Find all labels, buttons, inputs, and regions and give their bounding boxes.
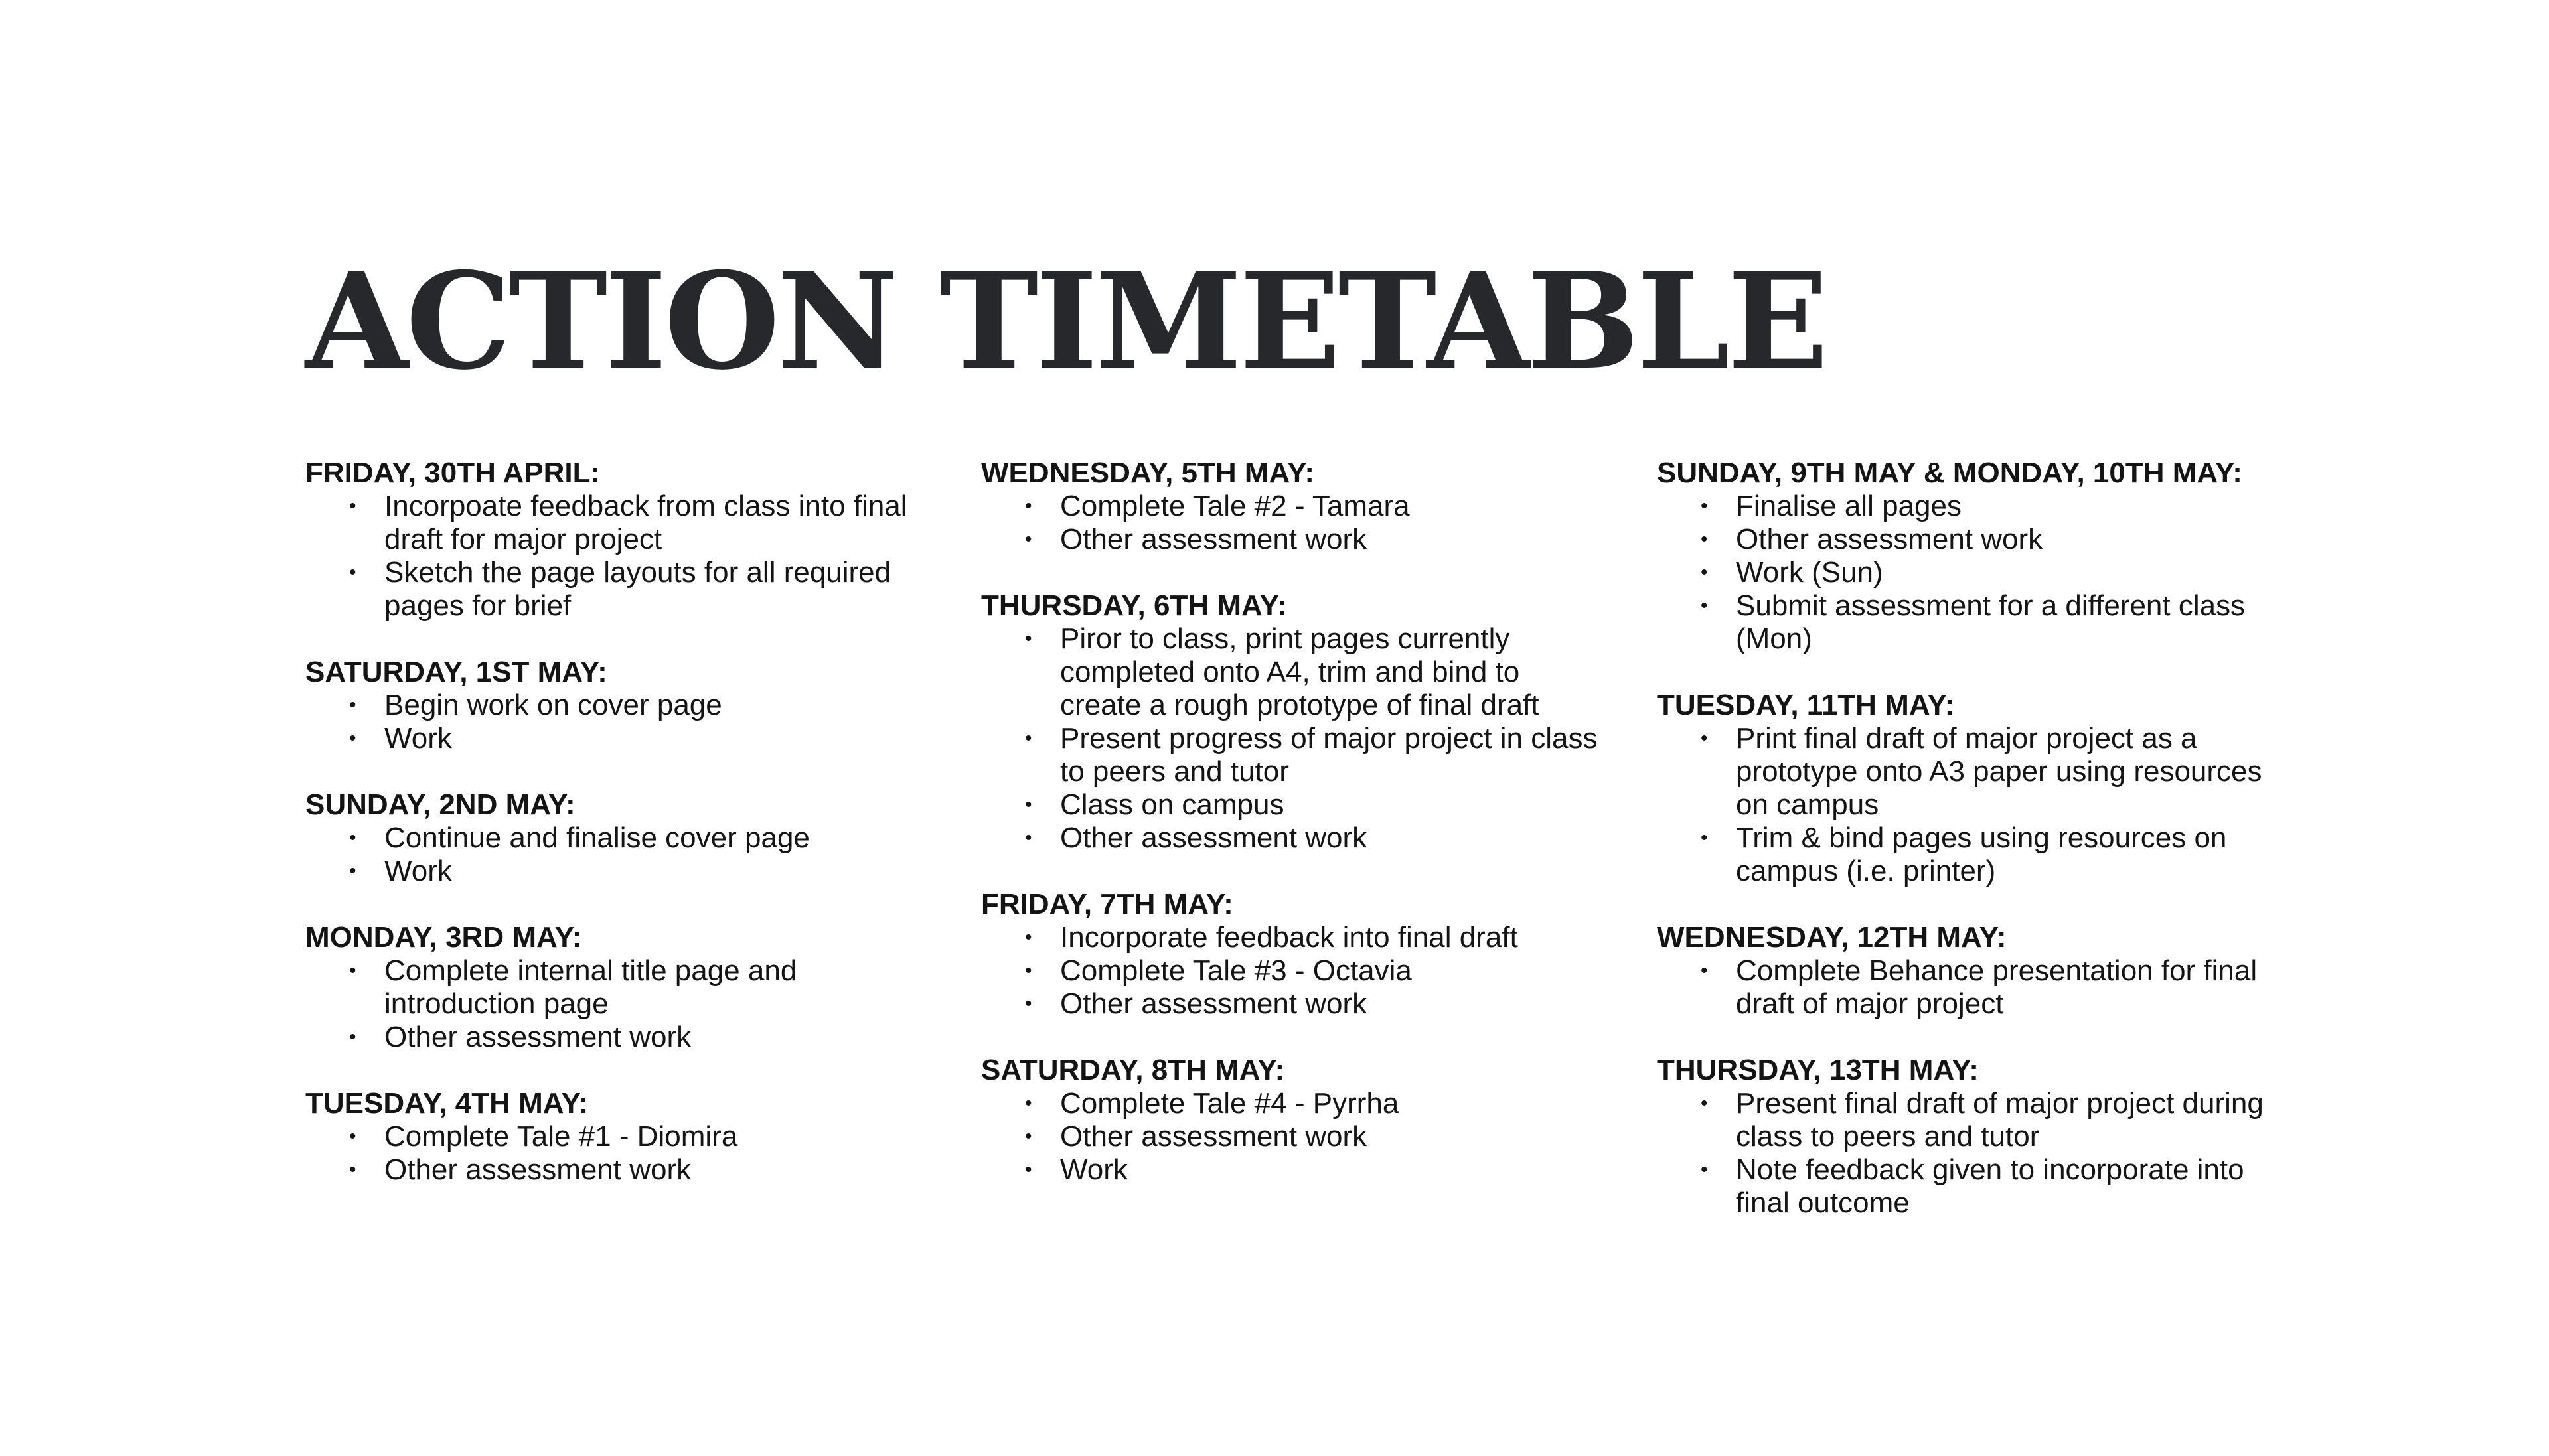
task-list xyxy=(981,921,1605,1021)
task-item: • Continue and finalise cover page xyxy=(305,822,929,855)
day-section xyxy=(981,589,1605,855)
task-item: • Submit assessment for a different class (Mon) xyxy=(1657,589,2281,656)
timetable-column xyxy=(1657,457,2281,1253)
day-section xyxy=(305,921,929,1054)
timetable-column xyxy=(981,457,1605,1220)
task-item: • Complete Tale #1 - Diomira xyxy=(305,1120,929,1153)
task-list xyxy=(305,490,929,622)
day-heading: MONDAY, 3RD MAY: xyxy=(305,921,582,954)
task-item: • Other assessment work xyxy=(981,1120,1605,1153)
task-item: • Other assessment work xyxy=(981,987,1605,1021)
task-item: • Other assessment work xyxy=(1657,523,2281,556)
task-item: • Begin work on cover page xyxy=(305,689,929,722)
day-section xyxy=(1657,457,2281,656)
day-heading: SUNDAY, 9TH MAY & MONDAY, 10TH MAY: xyxy=(1657,457,2242,489)
task-item: • Trim & bind pages using resources on campus (i.e. printer) xyxy=(1657,822,2281,888)
task-list xyxy=(1657,490,2281,656)
task-item: • Complete Behance presentation for final draft of major project xyxy=(1657,954,2281,1021)
task-item: • Finalise all pages xyxy=(1657,490,2281,523)
day-heading: FRIDAY, 30TH APRIL: xyxy=(305,457,601,489)
task-list xyxy=(981,1087,1605,1187)
task-item: • Work (Sun) xyxy=(1657,556,2281,589)
task-list xyxy=(305,689,929,755)
day-heading: FRIDAY, 7TH MAY: xyxy=(981,888,1233,920)
task-item: • Complete Tale #4 - Pyrrha xyxy=(981,1087,1605,1120)
day-heading: WEDNESDAY, 12TH MAY: xyxy=(1657,921,2007,954)
task-item: • Other assessment work xyxy=(981,822,1605,855)
timetable-column xyxy=(305,457,929,1220)
day-section xyxy=(981,457,1605,556)
task-list xyxy=(1657,722,2281,888)
task-item: • Present final draft of major project during class to peers and tutor xyxy=(1657,1087,2281,1153)
day-section xyxy=(1657,1054,2281,1220)
task-item: • Class on campus xyxy=(981,788,1605,822)
page-title: ACTION TIMETABLE xyxy=(305,244,1826,400)
task-item: • Work xyxy=(305,722,929,755)
task-item: • Other assessment work xyxy=(981,523,1605,556)
day-section xyxy=(1657,921,2281,1021)
day-section xyxy=(305,788,929,888)
task-item: • Complete Tale #3 - Octavia xyxy=(981,954,1605,987)
task-item: • Sketch the page layouts for all required pages for brief xyxy=(305,556,929,622)
task-item: • Work xyxy=(981,1153,1605,1187)
day-section xyxy=(305,457,929,622)
day-section xyxy=(981,1054,1605,1187)
task-list xyxy=(1657,954,2281,1021)
task-item: • Piror to class, print pages currently completed onto A4, trim and bind to create a rough prototype of final draft xyxy=(981,622,1605,722)
task-item: • Complete Tale #2 - Tamara xyxy=(981,490,1605,523)
task-item: • Work xyxy=(305,855,929,888)
day-heading: SATURDAY, 8TH MAY: xyxy=(981,1054,1285,1086)
day-heading: SATURDAY, 1ST MAY: xyxy=(305,656,607,688)
day-heading: THURSDAY, 6TH MAY: xyxy=(981,589,1287,622)
task-list xyxy=(1657,1087,2281,1220)
task-item: • Other assessment work xyxy=(305,1021,929,1054)
day-section xyxy=(305,1087,929,1187)
task-item: • Present progress of major project in class to peers and tutor xyxy=(981,722,1605,788)
day-heading: TUESDAY, 4TH MAY: xyxy=(305,1087,589,1120)
day-heading: THURSDAY, 13TH MAY: xyxy=(1657,1054,1979,1086)
day-heading: WEDNESDAY, 5TH MAY: xyxy=(981,457,1315,489)
task-list xyxy=(305,954,929,1054)
day-section xyxy=(305,656,929,755)
task-item: • Complete internal title page and introduction page xyxy=(305,954,929,1021)
task-list xyxy=(981,490,1605,556)
day-section xyxy=(981,888,1605,1021)
task-item: • Incorpoate feedback from class into final draft for major project xyxy=(305,490,929,556)
task-item: • Print final draft of major project as a prototype onto A3 paper using resources on campus xyxy=(1657,722,2281,822)
task-item: • Note feedback given to incorporate into final outcome xyxy=(1657,1153,2281,1220)
day-section xyxy=(1657,689,2281,888)
task-list xyxy=(981,622,1605,855)
day-heading: TUESDAY, 11TH MAY: xyxy=(1657,689,1955,721)
task-item: • Other assessment work xyxy=(305,1153,929,1187)
task-list xyxy=(305,1120,929,1187)
task-list xyxy=(305,822,929,888)
day-heading: SUNDAY, 2ND MAY: xyxy=(305,788,576,821)
task-item: • Incorporate feedback into final draft xyxy=(981,921,1605,954)
